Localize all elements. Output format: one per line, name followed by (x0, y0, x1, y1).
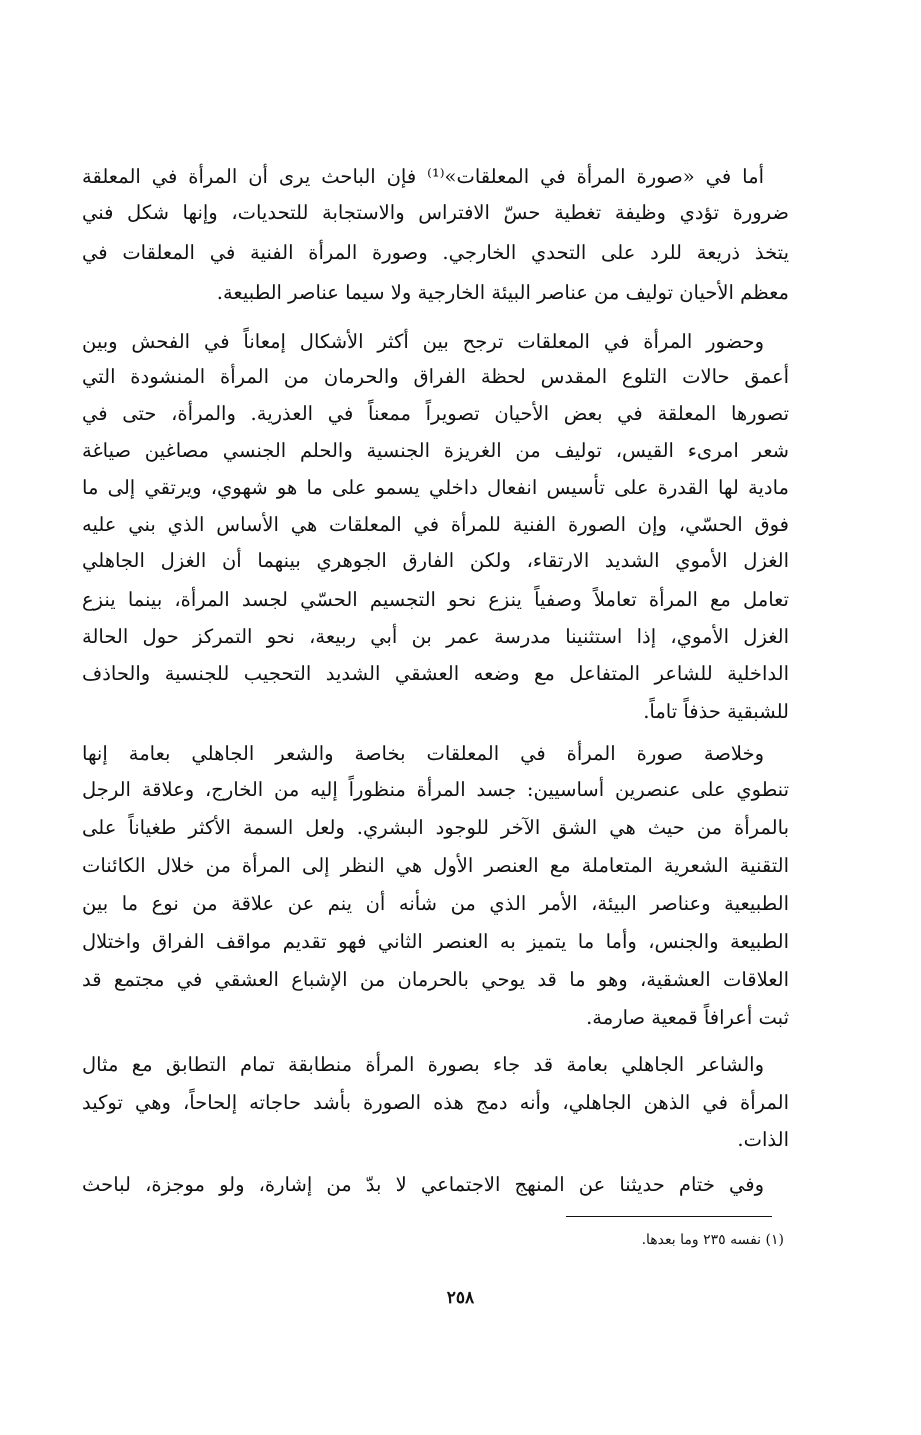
text-line: الغزل الأموي الشديد الارتقاء، ولكن الفارق الجوهري بينهما أن الغزل الجاهلي (82, 549, 789, 572)
text-line: وحضور المرأة في المعلقات ترجح بين أكثر الأشكال إمعاناً في الفحش وبين (82, 330, 764, 353)
text-line: الذات. (737, 1128, 789, 1151)
text-line: للشبقية حذفاً تاماً. (643, 700, 789, 723)
text-line: تعامل مع المرأة تعاملاً وصفياً ينزع نحو التجسيم الحسّي لجسد المرأة، بينما ينزع (82, 588, 789, 611)
text-line: يتخذ ذريعة للرد على التحدي الخارجي. وصورة المرأة الفنية في المعلقات في (82, 241, 789, 264)
text-line: وخلاصة صورة المرأة في المعلقات بخاصة والشعر الجاهلي بعامة إنها (82, 742, 764, 765)
text-line: تصورها المعلقة في بعض الأحيان تصويراً ممعناً في العذرية. والمرأة، حتى في (82, 402, 789, 425)
text-line: الطبيعة والجنس، وأما ما يتميز به العنصر الثاني فهو تقديم مواقف الفراق واختلال (82, 930, 789, 953)
text-line: مادية لها القدرة على تأسيس انفعال داخلي يسمو على ما هو شهوي، ويرتقي إلى ما (82, 476, 789, 499)
text-line: أعمق حالات التلوع المقدس لحظة الفراق والحرمان من المرأة المنشودة التي (82, 365, 789, 388)
text-line: أما في «صورة المرأة في المعلقات»⁽¹⁾ فإن الباحث يرى أن المرأة في المعلقة (82, 165, 764, 188)
text-line: ثبت أعرافاً قمعية صارمة. (586, 1006, 789, 1029)
footnote: (١) نفسه ٢٣٥ وما بعدها. (641, 1232, 784, 1248)
text-line: العلاقات العشقية، وهو ما قد يوحي بالحرمان من الإشباع العشقي في مجتمع قد (82, 968, 789, 991)
page-number: ٢٥٨ (446, 1288, 475, 1308)
text-line: الطبيعية وعناصر البيئة، الأمر الذي من شأنه أن ينم عن علاقة من نوع ما بين (82, 892, 789, 915)
text-line: الغزل الأموي، إذا استثنينا مدرسة عمر بن أبي ربيعة، نحو التمركز حول الحالة (82, 625, 789, 648)
text-line: التقنية الشعرية المتعاملة مع العنصر الأول هي النظر إلى المرأة من خلال الكائنات (82, 854, 789, 877)
footnote-divider (566, 1216, 772, 1217)
text-line: المرأة في الذهن الجاهلي، وأنه دمج هذه الصورة بأشد حاجاته إلحاحاً، وهي توكيد (82, 1091, 789, 1114)
text-line: فوق الحسّي، وإن الصورة الفنية للمرأة في المعلقات هي الأساس الذي بني عليه (82, 513, 789, 536)
text-line: شعر امرىء القيس، توليف من الغريزة الجنسية والحلم الجنسي مصاغين صياغة (82, 439, 789, 462)
text-line: والشاعر الجاهلي بعامة قد جاء بصورة المرأة منطابقة تمام التطابق مع مثال (82, 1053, 764, 1076)
text-line: بالمرأة من حيث هي الشق الآخر للوجود البشري. ولعل السمة الأكثر طغياناً على (82, 816, 789, 839)
text-line: وفي ختام حديثنا عن المنهج الاجتماعي لا بدّ من إشارة، ولو موجزة، لباحث (82, 1173, 764, 1196)
text-line: ضرورة تؤدي وظيفة تغطية حسّ الافتراس والاستجابة للتحديات، وإنها شكل فني (82, 201, 789, 224)
text-line: تنطوي على عنصرين أساسيين: جسد المرأة منظوراً إليه من الخارج، وعلاقة الرجل (82, 778, 789, 801)
text-line: الداخلية للشاعر المتفاعل مع وضعه العشقي الشديد التحجيب للجنسية والحاذف (82, 662, 789, 685)
text-line: معظم الأحيان توليف من عناصر البيئة الخارجية ولا سيما عناصر الطبيعة. (216, 281, 789, 304)
